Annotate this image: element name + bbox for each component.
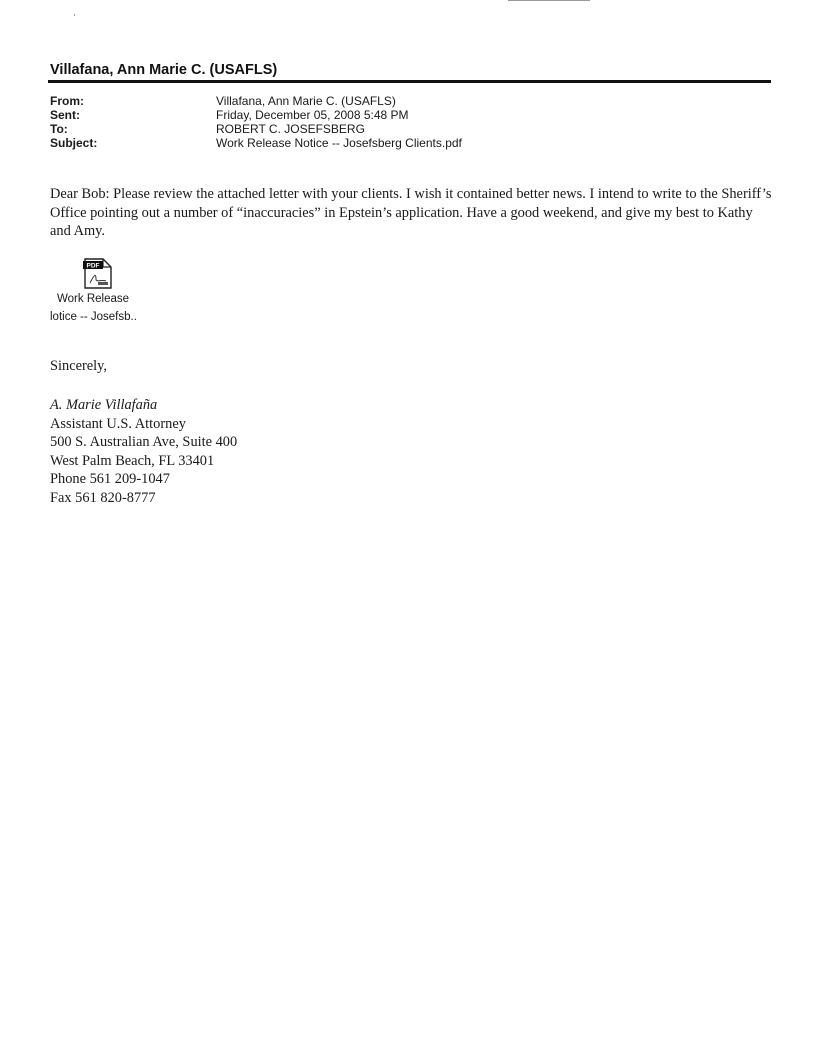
attachment-label-line2[interactable]: lotice -- Josefsb.. bbox=[50, 311, 137, 323]
sent-row bbox=[50, 108, 750, 122]
signature-fax: Fax 561 820-8777 bbox=[50, 489, 156, 506]
email-body: Dear Bob: Please review the attached letter with your clients. I wish it contained better news. I intend to write to the Sheriff’s Office pointing out a number of “inaccuracies” in Epstein’s application. Have a good weekend, and give my best to Kathy and Amy. bbox=[50, 186, 772, 239]
to-row bbox=[50, 122, 750, 136]
from-label: From: bbox=[50, 94, 84, 108]
signature-name: A. Marie Villafaña bbox=[50, 397, 158, 413]
closing-text: Sincerely, bbox=[50, 358, 108, 374]
sender-heading: Villafana, Ann Marie C. (USAFLS) bbox=[50, 62, 278, 78]
signature-address1: 500 S. Australian Ave, Suite 400 bbox=[50, 434, 238, 450]
scan-mark-dot bbox=[74, 14, 75, 16]
sent-value: Friday, December 05, 2008 5:48 PM bbox=[216, 108, 409, 122]
email-headers bbox=[50, 94, 750, 150]
signature-block bbox=[50, 396, 237, 507]
from-row bbox=[50, 94, 750, 108]
svg-text:PDF: PDF bbox=[86, 262, 100, 270]
to-value: ROBERT C. JOSEFSBERG bbox=[216, 122, 365, 136]
header-divider bbox=[48, 80, 771, 83]
signature-address2: West Palm Beach, FL 33401 bbox=[50, 452, 215, 469]
subject-label: Subject: bbox=[50, 136, 98, 150]
signature-phone: Phone 561 209-1047 bbox=[50, 471, 170, 487]
from-value: Villafana, Ann Marie C. (USAFLS) bbox=[216, 94, 396, 108]
sent-label: Sent: bbox=[50, 108, 80, 122]
scan-mark-top bbox=[508, 0, 590, 1]
attachment-label-line1[interactable]: Work Release bbox=[57, 293, 130, 305]
signature-title: Assistant U.S. Attorney bbox=[50, 415, 186, 432]
pdf-file-icon[interactable] bbox=[82, 257, 114, 290]
to-label: To: bbox=[50, 122, 68, 136]
subject-value: Work Release Notice -- Josefsberg Clients.pdf bbox=[216, 136, 462, 150]
subject-row bbox=[50, 136, 750, 150]
